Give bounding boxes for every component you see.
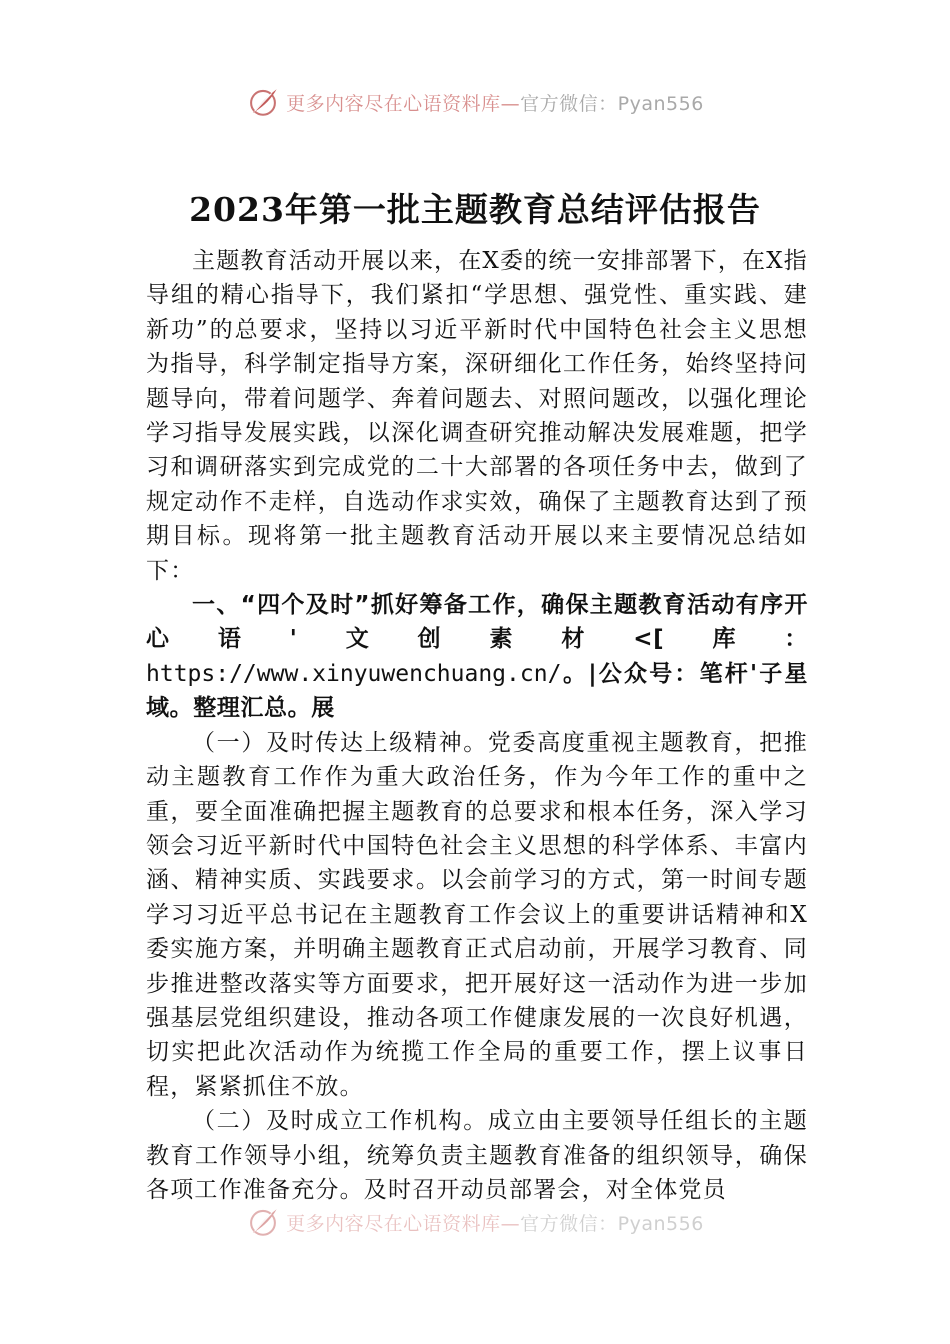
- watermark-separator: —: [500, 92, 521, 115]
- subsection-paragraph-2: （二）及时成立工作机构。成立由主要领导任组长的主题教育工作领导小组，统筹负责主题教育准备的组织领导，确保各项工作准备充分。及时召开动员部署会，对全体党员: [146, 1108, 808, 1203]
- feather-pen-logo-icon: [246, 85, 280, 119]
- subsection-paragraph-1: （一）及时传达上级精神。党委高度重视主题教育，把推动主题教育工作作为重大政治任务，作为今年工作的重中之重，要全面准确把握主题教育的总要求和根本任务，深入学习领会习近平新时代中国特色社会主义思想的科学体系、丰富内涵、精神实质、实践要求。以会前学习的方式，第一时间专题学习习近平总书记在主题教育工作会议上的重要讲话精神和X委实施方案，并明确主题教育正式启动前，开展学习教育、同步推进整改落实等方面要求，把开展好这一活动作为进一步加强基层党组织建设，推动各项工作健康发展的一次良好机遇，切实把此次活动作为统揽工作全局的重要工作，摆上议事日程，紧紧抓住不放。: [146, 729, 808, 1100]
- watermark-banner-bottom: [0, 1202, 950, 1242]
- watermark-text: [286, 1209, 704, 1236]
- intro-paragraph: 主题教育活动开展以来，在X委的统一安排部署下，在X指导组的精心指导下，我们紧扣“学思想、强党性、重实践、建新功”的总要求，坚持以习近平新时代中国特色社会主义思想为指导，科学制定指导方案，深研细化工作任务，始终坚持问题导向，带着问题学、奔着问题去、对照问题改，以强化理论学习指导发展实践，以深化调查研究推动解决发展难题，把学习和调研落实到完成党的二十大部署的各项任务中去，做到了规定动作不走样，自选动作求实效，确保了主题教育达到了预期目标。现将第一批主题教育活动开展以来主要情况总结如下：: [146, 248, 808, 584]
- watermark-site-text: 更多内容尽在心语资料库: [286, 92, 501, 115]
- watermark-text: [286, 89, 704, 116]
- watermark-wechat-text: 官方微信：Pyan556: [520, 1212, 704, 1235]
- section-heading-1: [146, 588, 808, 726]
- feather-pen-logo-icon: [246, 1205, 280, 1239]
- section-heading-text-after: 。|公众号：笔杆'子星域。整理汇总。展: [146, 660, 808, 722]
- watermark-wechat-text: 官方微信：Pyan556: [520, 92, 704, 115]
- section-heading-url: https://www.xinyuwenchuang.cn/: [146, 660, 562, 687]
- section-heading-text-before: 一、“四个及时”抓好筹备工作，确保主题教育活动有序开心语'文创素材<[库：: [146, 592, 808, 653]
- watermark-banner-top: [0, 82, 950, 122]
- document-body: [146, 244, 808, 1207]
- watermark-site-text: 更多内容尽在心语资料库: [286, 1212, 501, 1235]
- document-title: 2023年第一批主题教育总结评估报告: [189, 190, 761, 229]
- watermark-separator: —: [500, 1212, 521, 1235]
